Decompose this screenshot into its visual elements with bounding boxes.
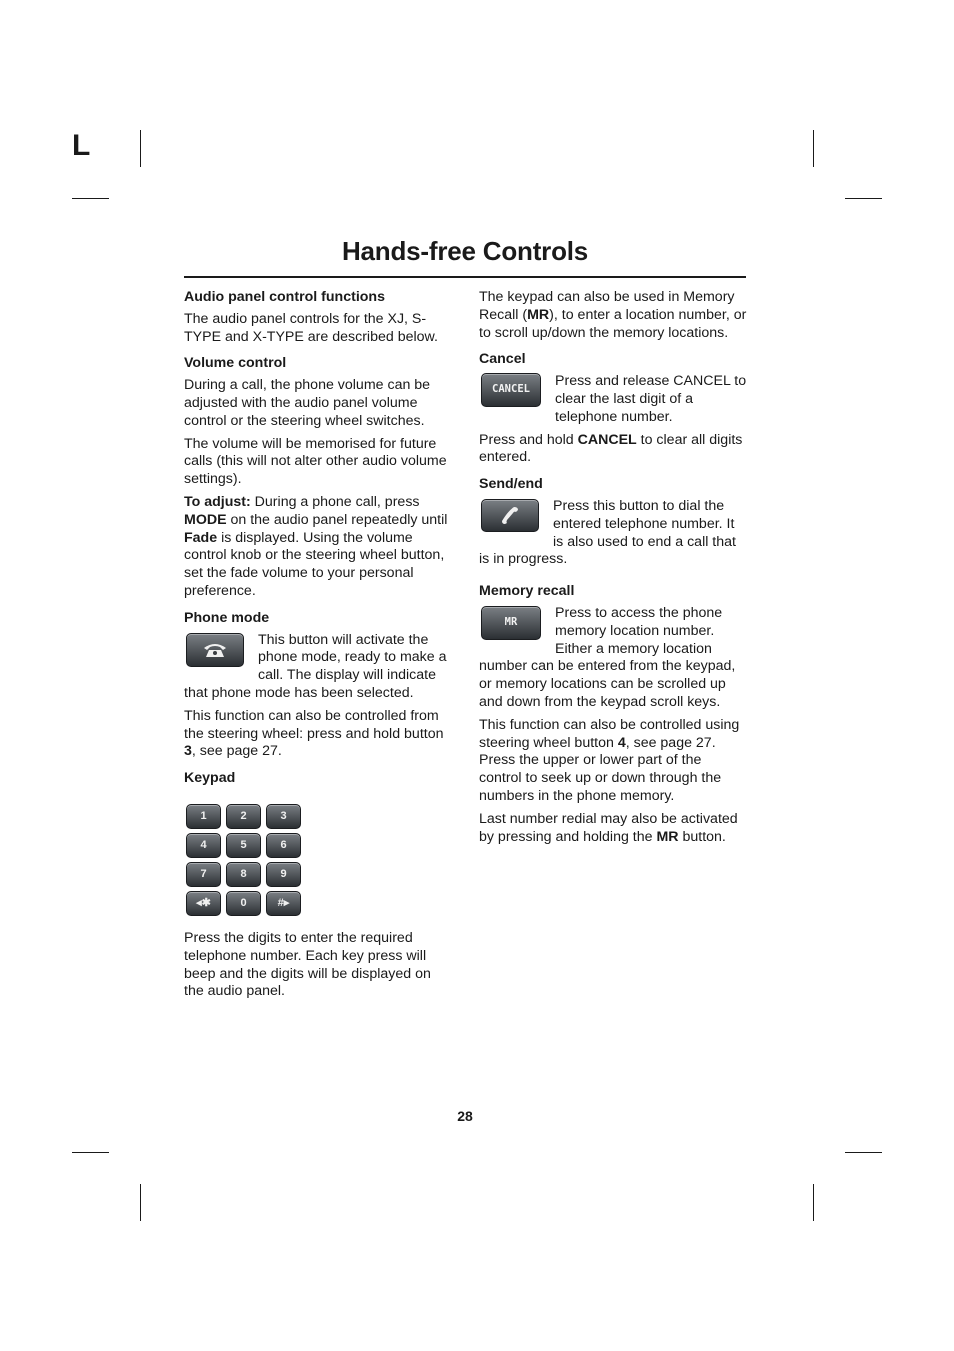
cancel-paragraph-2 xyxy=(479,432,747,468)
key-2[interactable]: 2 xyxy=(226,804,261,829)
audio-panel-body: The audio panel controls for the XJ, S-TYPE and X-TYPE are described below. xyxy=(184,310,438,345)
crop-mark-top-right-vertical xyxy=(813,130,814,167)
cancel-block xyxy=(479,373,747,431)
key-0[interactable]: 0 xyxy=(226,891,261,916)
crop-mark-top-right-horizontal xyxy=(845,198,882,199)
key-7[interactable]: 7 xyxy=(186,862,221,887)
volume-paragraph-1: During a call, the phone volume can be adjusted with the audio panel volume control or the steering wheel switches. xyxy=(184,377,431,429)
memory-recall-heading: Memory recall xyxy=(479,583,575,600)
title-rule xyxy=(184,276,746,278)
send-end-heading: Send/end xyxy=(479,476,543,493)
fade-keyword: Fade xyxy=(184,529,218,546)
crop-mark-bottom-right-vertical xyxy=(813,1184,814,1221)
crop-mark-bottom-right-horizontal xyxy=(845,1152,882,1153)
phone-mode-paragraph-1: This button will activate the phone mode, ready to make a call. The display will indicate that phone mode has been selected. xyxy=(184,631,447,701)
cancel-keyword: CANCEL xyxy=(577,431,637,448)
cancel-paragraph-1: Press and release CANCEL to clear the last digit of a telephone number. xyxy=(555,373,747,425)
cancel-p2-text-1: Press and hold xyxy=(479,431,578,448)
redial-text-2: button. xyxy=(678,828,726,845)
memory-recall-paragraph-2 xyxy=(479,717,747,806)
volume-paragraph-2: The volume will be memorised for future calls (this will not alter other audio volume settings). xyxy=(184,435,447,488)
phone-mode-block xyxy=(184,632,450,708)
button-3-ref: 3 xyxy=(184,743,192,760)
phone-mode-heading: Phone mode xyxy=(184,609,270,626)
phone-mode-button[interactable] xyxy=(186,633,244,667)
memory-p2-text-2: , see page 27. Press the upper or lower part of the control to seek up or down through the numbers in the phone memory. xyxy=(479,734,722,804)
memory-p2-text-1: This function can also be controlled using steering wheel button xyxy=(479,716,740,751)
key-3[interactable]: 3 xyxy=(266,804,301,829)
memory-recall-block xyxy=(479,605,747,712)
adjust-text-3: is displayed. Using the volume control knob or the steering wheel button, set the fade volume to your personal preference. xyxy=(184,529,445,599)
cancel-heading: Cancel xyxy=(479,351,526,368)
page-number: 28 xyxy=(457,1108,473,1124)
redial-paragraph xyxy=(479,811,747,847)
volume-control-heading: Volume control xyxy=(184,355,287,372)
key-6[interactable]: 6 xyxy=(266,833,301,858)
memory-recall-intro xyxy=(479,289,747,342)
keypad-illustration xyxy=(186,804,450,916)
send-end-paragraph: Press this button to dial the entered telephone number. It is also used to end a call that is in progress. xyxy=(479,497,736,568)
mr-keyword: MR xyxy=(527,306,550,323)
key-9[interactable]: 9 xyxy=(266,862,301,887)
memory-recall-paragraph-1: Press to access the phone memory location number. Either a memory location number can be entered from the keypad, or memory locations can be scrolled up and down from the keypad scroll keys. xyxy=(479,604,736,710)
keypad-body: Press the digits to enter the required telephone number. Each key press will beep and the digits will be displayed on the audio panel. xyxy=(184,929,431,1000)
key-1[interactable]: 1 xyxy=(186,804,221,829)
mr-button[interactable]: MR xyxy=(481,606,541,640)
cancel-p2-text-2: to clear all digits entered. xyxy=(479,431,743,466)
key-star[interactable]: ◂✱ xyxy=(186,891,221,916)
memory-intro-text-2: ), to enter a location number, or to scroll up/down the memory locations. xyxy=(479,306,747,341)
adjust-text-1: During a phone call, press xyxy=(250,493,420,510)
button-4-ref: 4 xyxy=(617,734,626,751)
key-4[interactable]: 4 xyxy=(186,833,221,858)
key-hash[interactable]: #▸ xyxy=(266,891,301,916)
crop-mark-top-left-vertical xyxy=(140,130,141,167)
mode-keyword: MODE xyxy=(184,511,227,528)
phone-p2-text-1: This function can also be controlled from the steering wheel: press and hold button xyxy=(184,707,444,742)
crop-mark-bottom-left-vertical xyxy=(140,1184,141,1221)
send-end-block xyxy=(479,498,747,574)
audio-panel-heading: Audio panel control functions xyxy=(184,289,385,305)
adjust-paragraph xyxy=(184,494,450,601)
adjust-text-2: on the audio panel repeatedly until xyxy=(226,511,448,528)
phone-p2-text-2: , see page 27. xyxy=(191,743,282,760)
cancel-button[interactable]: CANCEL xyxy=(481,373,541,407)
redial-text-1: Last number redial may also be activated by pressing and holding the xyxy=(479,810,738,845)
mr-button-ref: MR xyxy=(656,828,679,845)
page-title: Hands-free Controls xyxy=(341,236,589,266)
memory-intro-text-1: The keypad can also be used in Memory Recall ( xyxy=(479,289,735,323)
key-5[interactable]: 5 xyxy=(226,833,261,858)
phone-mode-paragraph-2 xyxy=(184,708,450,761)
corner-letter-mark: L xyxy=(72,129,91,162)
send-end-button[interactable] xyxy=(481,499,539,532)
crop-mark-top-left-horizontal xyxy=(72,198,109,199)
right-column xyxy=(479,289,747,851)
telephone-icon xyxy=(201,641,229,659)
handset-icon xyxy=(499,505,521,525)
crop-mark-bottom-left-horizontal xyxy=(72,1152,109,1153)
left-column xyxy=(184,289,450,1006)
key-8[interactable]: 8 xyxy=(226,862,261,887)
adjust-lead: To adjust: xyxy=(184,493,251,510)
keypad-heading: Keypad xyxy=(184,770,236,787)
